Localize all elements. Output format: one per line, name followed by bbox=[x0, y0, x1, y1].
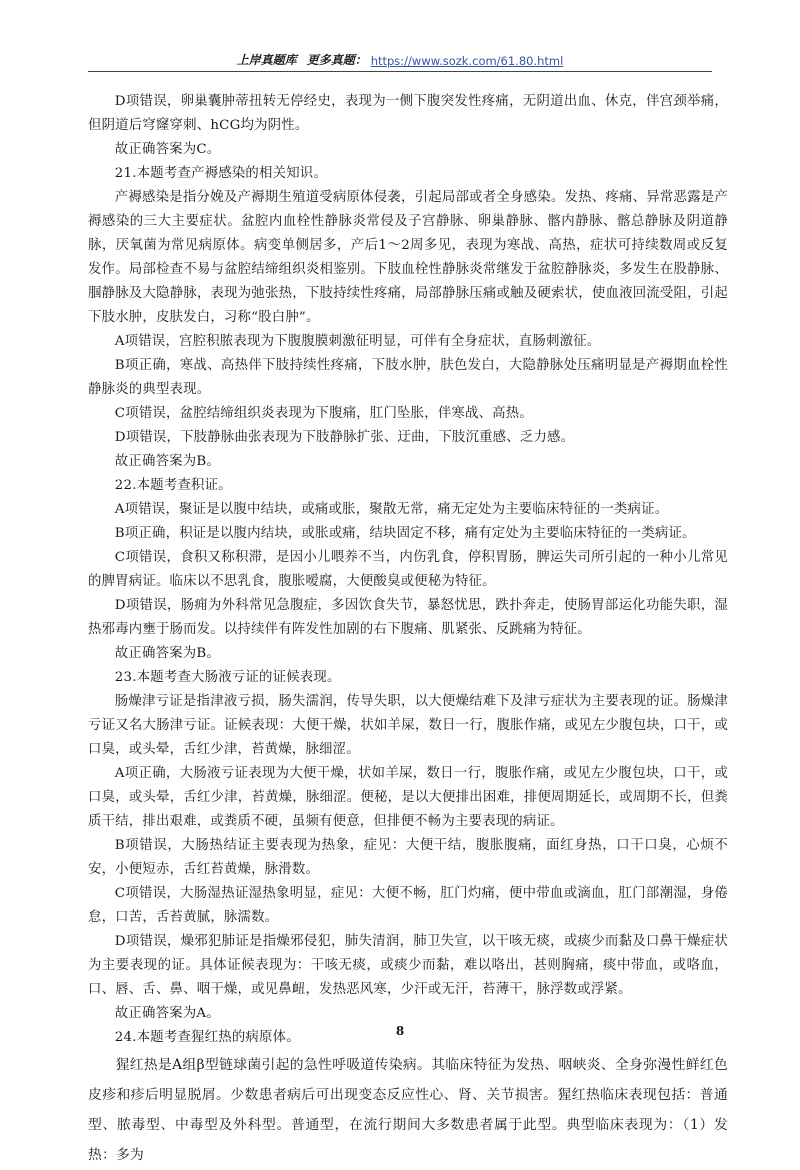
page-number: 8 bbox=[395, 1024, 405, 1038]
paragraph: C项错误，盆腔结缔组织炎表现为下腹痛，肛门坠胀，伴寒战、高热。 bbox=[114, 406, 533, 421]
header-brand: 上岸真题库 bbox=[236, 53, 297, 67]
paragraph: D项错误，燥邪犯肺证是指燥邪侵犯，肺失清润，肺卫失宣，以干咳无痰，或痰少而黏及口鼻干燥症状为主要表现的证。具体证候表现为：干咳无痰，或痰少而黏，难以咯出，甚则胸痛，痰中带血，或咯血，口、唇、舌、鼻、咽干燥，或见鼻衄，发热恶风寒，少汗或无汗，苔薄干，脉浮数或浮紧。 bbox=[88, 934, 728, 997]
paragraph: A项正确，大肠液亏证表现为大便干燥，状如羊屎，数日一行，腹胀作痛，或见左少腹包块，口干，或口臭，或头晕，舌红少津，苔黄燥，脉细涩。便秘，是以大便排出困难，排便周期延长，或周期不长，但粪质干结，排出艰难，或粪质不硬，虽频有便意，但排便不畅为主要表现的病证。 bbox=[88, 766, 728, 829]
page-header bbox=[88, 30, 712, 72]
paragraph: D项错误，肠痈为外科常见急腹症，多因饮食失节，暴怒忧思，跌扑奔走，使肠胃部运化功能失职，湿热邪毒内壅于肠而发。以持续伴有阵发性加剧的右下腹痛、肌紧张、反跳痛为特征。 bbox=[88, 598, 728, 637]
document-body bbox=[88, 90, 728, 1170]
paragraph: 故正确答案为B。 bbox=[114, 454, 220, 469]
paragraph: 故正确答案为A。 bbox=[114, 1006, 220, 1021]
paragraph: C项错误，食积又称积滞，是因小儿喂养不当，内伤乳食，停积胃肠，脾运失司所引起的一种小儿常见的脾胃病证。临床以不思乳食，腹胀嗳腐，大便酸臭或便秘为特征。 bbox=[88, 550, 728, 589]
paragraph: D项错误，卵巢囊肿蒂扭转无停经史，表现为一侧下腹突发性疼痛，无阴道出血、休克，伴宫颈举痛，但阴道后穹窿穿刺、hCG均为阴性。 bbox=[88, 94, 728, 133]
paragraph: B项正确，寒战、高热伴下肢持续性疼痛，下肢水肿，肤色发白，大隐静脉处压痛明显是产褥期血栓性静脉炎的典型表现。 bbox=[88, 358, 728, 397]
paragraph: A项错误，聚证是以腹中结块，或痛或胀，聚散无常，痛无定处为主要临床特征的一类病证。 bbox=[114, 502, 669, 517]
question-heading: 21.本题考查产褥感染的相关知识。 bbox=[114, 166, 327, 181]
paragraph: D项错误，下肢静脉曲张表现为下肢静脉扩张、迂曲，下肢沉重感、乏力感。 bbox=[114, 430, 575, 445]
question-heading: 24.本题考查猩红热的病原体。 bbox=[114, 1030, 300, 1045]
header-link-label: 更多真题： bbox=[306, 53, 367, 67]
header-link[interactable]: https://www.sozk.com/61.80.html bbox=[370, 54, 564, 68]
paragraph: 故正确答案为B。 bbox=[114, 646, 220, 661]
paragraph: A项错误，宫腔积脓表现为下腹腹膜刺激征明显，可伴有全身症状，直肠刺激征。 bbox=[114, 334, 601, 349]
paragraph: 产褥感染是指分娩及产褥期生殖道受病原体侵袭，引起局部或者全身感染。发热、疼痛、异常恶露是产褥感染的三大主要症状。盆腔内血栓性静脉炎常侵及子宫静脉、卵巢静脉、髂内静脉、髂总静脉及阴道静脉，厌氧菌为常见病原体。病变单侧居多，产后1～2周多见，表现为寒战、高热，症状可持续数周或反复发作。局部检查不易与盆腔结缔组织炎相鉴别。下肢血栓性静脉炎常继发于盆腔静脉炎，多发生在股静脉、腘静脉及大隐静脉，表现为弛张热，下肢持续性疼痛，局部静脉压痛或触及硬索状，使血液回流受阻，引起下肢水肿，皮肤发白，习称“股白肿”。 bbox=[88, 190, 728, 325]
paragraph: 猩红热是A组β型链球菌引起的急性呼吸道传染病。其临床特征为发热、咽峡炎、全身弥漫性鲜红色皮疹和疹后明显脱屑。少数患者病后可出现变态反应性心、肾、关节损害。猩红热临床表现包括：普通型、脓毒型、中毒型及外科型。普通型，在流行期间大多数患者属于此型。典型临床表现为：（1）发热：多为 bbox=[88, 1057, 728, 1163]
paragraph: C项错误，大肠湿热证湿热象明显，症见：大便不畅，肛门灼痛，便中带血或滴血，肛门部潮湿，身倦怠，口苦，舌苔黄腻，脉濡数。 bbox=[88, 886, 728, 925]
question-heading: 22.本题考查积证。 bbox=[114, 478, 232, 493]
paragraph: 故正确答案为C。 bbox=[114, 142, 221, 157]
paragraph: B项错误，大肠热结证主要表现为热象，症见：大便干结，腹胀腹痛，面红身热，口干口臭，心烦不安，小便短赤，舌红苔黄燥，脉滑数。 bbox=[88, 838, 728, 877]
question-heading: 23.本题考查大肠液亏证的证候表现。 bbox=[114, 670, 341, 685]
paragraph: 肠燥津亏证是指津液亏损，肠失濡润，传导失职，以大便燥结难下及津亏症状为主要表现的证。肠燥津亏证又名大肠津亏证。证候表现：大便干燥，状如羊屎，数日一行，腹胀作痛，或见左少腹包块，口干，或口臭，或头晕，舌红少津，苔黄燥，脉细涩。 bbox=[88, 694, 728, 757]
paragraph: B项正确，积证是以腹内结块，或胀或痛，结块固定不移，痛有定处为主要临床特征的一类病证。 bbox=[114, 526, 696, 541]
